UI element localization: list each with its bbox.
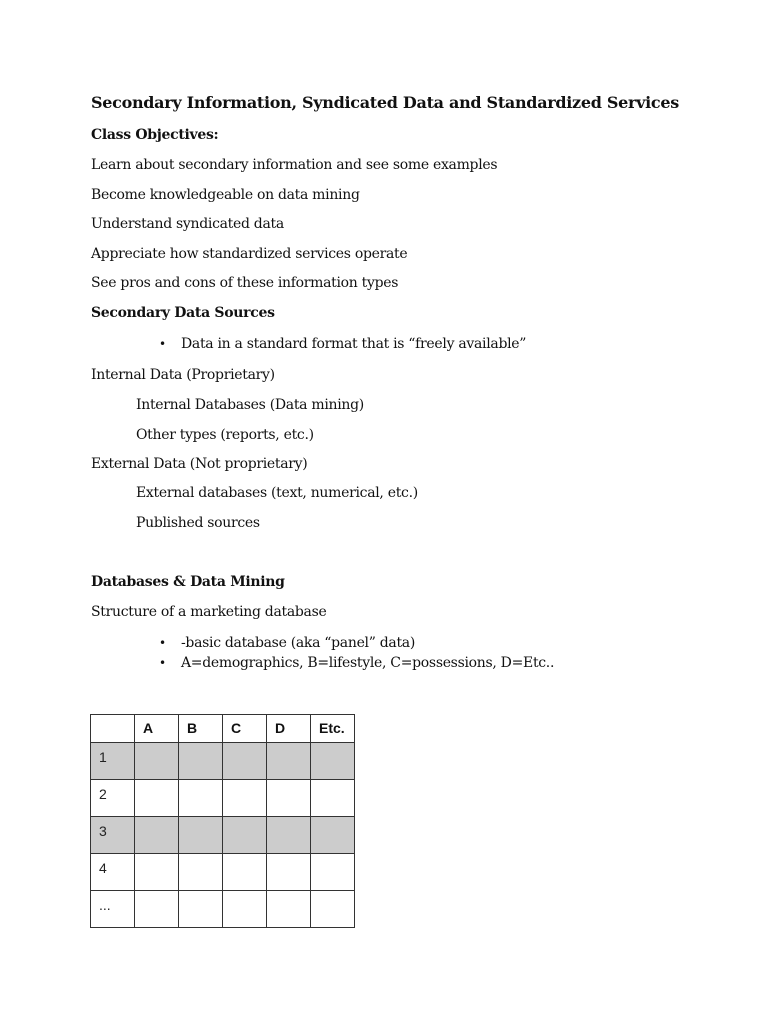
table-cell bbox=[223, 780, 267, 817]
internal-data-item: Internal Databases (Data mining) bbox=[136, 397, 364, 413]
table-cell bbox=[311, 817, 355, 854]
databases-heading: Databases & Data Mining bbox=[91, 574, 285, 590]
bullet-text: Data in a standard format that is “freely available” bbox=[181, 336, 527, 352]
external-data-item: Published sources bbox=[136, 515, 260, 531]
table-cell bbox=[135, 854, 179, 891]
internal-data-item: Other types (reports, etc.) bbox=[136, 427, 314, 443]
table-cell bbox=[223, 854, 267, 891]
table-row bbox=[91, 780, 355, 817]
objective-item: Appreciate how standardized services operate bbox=[91, 246, 408, 262]
table-header-cell: B bbox=[179, 715, 223, 743]
database-structure-text: Structure of a marketing database bbox=[91, 604, 327, 620]
table-row bbox=[91, 891, 355, 928]
table-cell bbox=[223, 891, 267, 928]
marketing-database-table bbox=[90, 714, 355, 928]
internal-data-heading: Internal Data (Proprietary) bbox=[91, 367, 275, 383]
table-header-cell bbox=[91, 715, 135, 743]
table-cell bbox=[179, 854, 223, 891]
objective-item: Understand syndicated data bbox=[91, 216, 284, 232]
table-cell bbox=[311, 854, 355, 891]
table-header-row bbox=[91, 715, 355, 743]
table-row-label: 4 bbox=[91, 854, 135, 891]
secondary-sources-heading: Secondary Data Sources bbox=[91, 305, 275, 321]
bullet-icon: • bbox=[159, 636, 166, 650]
table-cell bbox=[223, 817, 267, 854]
table-row bbox=[91, 854, 355, 891]
bullet-text: -basic database (aka “panel” data) bbox=[181, 635, 415, 651]
external-data-item: External databases (text, numerical, etc.) bbox=[136, 485, 418, 501]
table-cell bbox=[135, 780, 179, 817]
objectives-heading: Class Objectives: bbox=[91, 127, 219, 143]
bullet-text: A=demographics, B=lifestyle, C=possessions, D=Etc.. bbox=[181, 655, 555, 671]
table-row-label: ... bbox=[91, 891, 135, 928]
table-header-cell: Etc. bbox=[311, 715, 355, 743]
objective-item: See pros and cons of these information types bbox=[91, 275, 399, 291]
table-row-label: 3 bbox=[91, 817, 135, 854]
table-row bbox=[91, 817, 355, 854]
table-cell bbox=[135, 743, 179, 780]
table-cell bbox=[267, 817, 311, 854]
table-header-cell: D bbox=[267, 715, 311, 743]
table-cell bbox=[223, 743, 267, 780]
table-cell bbox=[135, 817, 179, 854]
table-cell bbox=[267, 780, 311, 817]
table-cell bbox=[267, 854, 311, 891]
table-row-label: 2 bbox=[91, 780, 135, 817]
bullet-icon: • bbox=[159, 337, 166, 351]
external-data-heading: External Data (Not proprietary) bbox=[91, 456, 308, 472]
table-cell bbox=[179, 891, 223, 928]
objective-item: Become knowledgeable on data mining bbox=[91, 187, 360, 203]
table-cell bbox=[179, 817, 223, 854]
table-header-cell: A bbox=[135, 715, 179, 743]
table-cell bbox=[311, 780, 355, 817]
table-row-label: 1 bbox=[91, 743, 135, 780]
objective-item: Learn about secondary information and see some examples bbox=[91, 157, 498, 173]
table-row bbox=[91, 743, 355, 780]
table-cell bbox=[267, 743, 311, 780]
document-title: Secondary Information, Syndicated Data and Standardized Services bbox=[91, 93, 679, 112]
table-cell bbox=[311, 743, 355, 780]
table-cell bbox=[135, 891, 179, 928]
bullet-icon: • bbox=[159, 656, 166, 670]
table-cell bbox=[267, 891, 311, 928]
table-cell bbox=[179, 780, 223, 817]
table-cell bbox=[311, 891, 355, 928]
table-header-cell: C bbox=[223, 715, 267, 743]
table-cell bbox=[179, 743, 223, 780]
